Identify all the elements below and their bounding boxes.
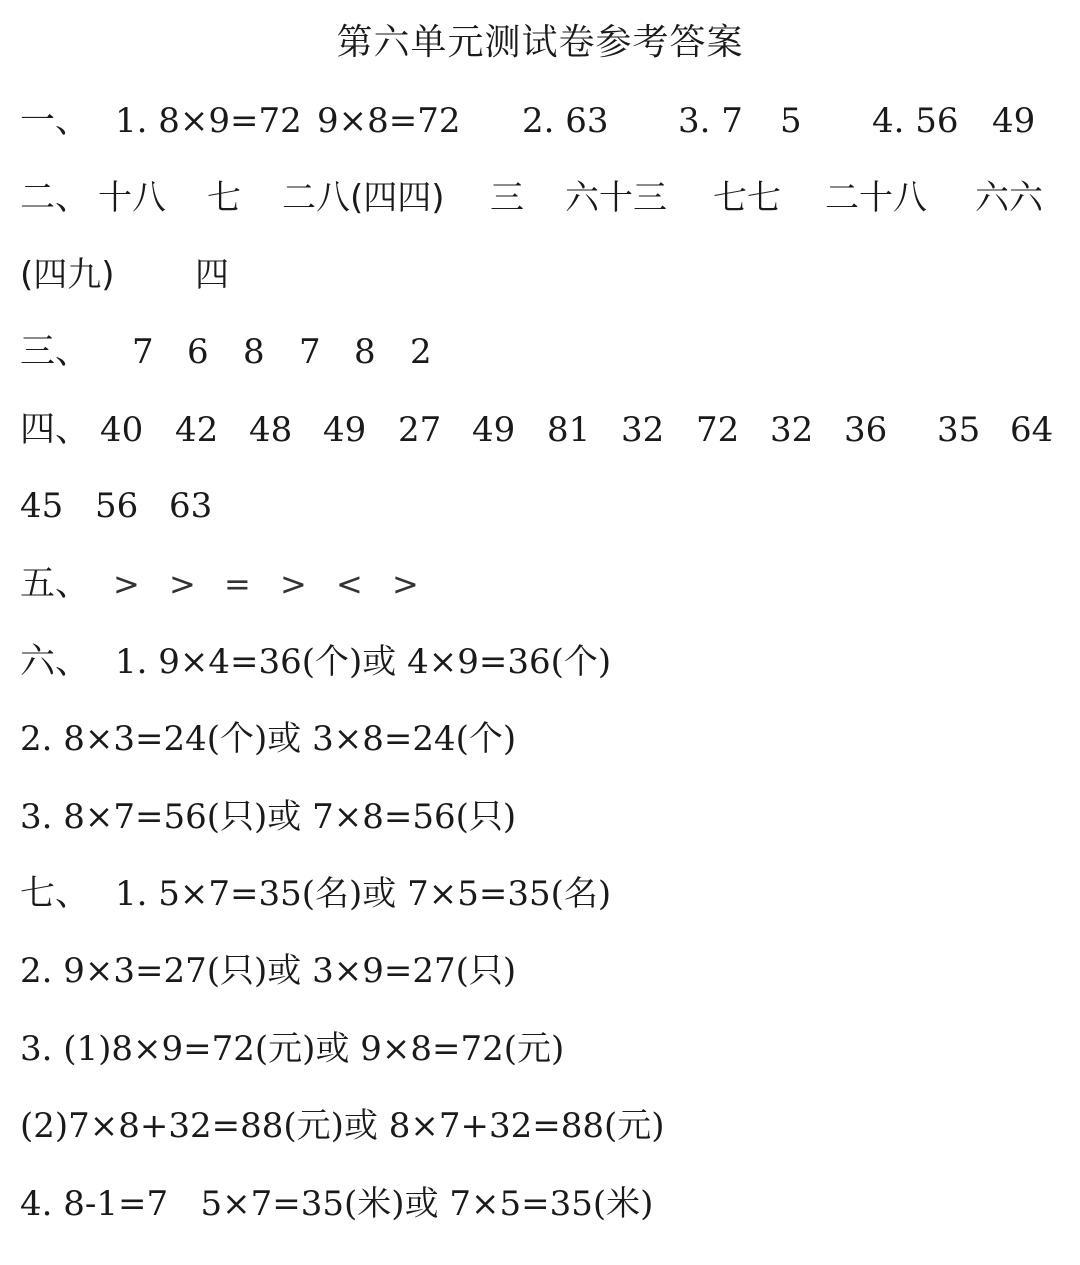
answer-item: 6 bbox=[187, 332, 209, 372]
section-5-label: 五、 bbox=[20, 564, 91, 604]
section-7-row bbox=[20, 1021, 1060, 1077]
answer-item: 9×8=72 bbox=[317, 101, 461, 141]
answer-item: 42 bbox=[175, 410, 219, 450]
section-4-label: 四、 bbox=[20, 410, 91, 450]
answer-item: 8 bbox=[354, 332, 376, 372]
section-6-row bbox=[20, 789, 1060, 845]
section-3-label: 三、 bbox=[20, 332, 91, 372]
answer-item: 二十八 bbox=[825, 178, 927, 218]
answer-line: 3. (1)8×9=72(元)或 9×8=72(元) bbox=[20, 1029, 565, 1069]
answer-item: 二八(四四) bbox=[282, 178, 445, 218]
answer-item: 5 bbox=[780, 101, 802, 141]
answer-item: 7 bbox=[299, 332, 321, 372]
answer-line: (2)7×8+32=88(元)或 8×7+32=88(元) bbox=[20, 1106, 665, 1146]
answer-line: 2. 9×3=27(只)或 3×9=27(只) bbox=[20, 951, 517, 991]
answer-line: 1. 5×7=35(名)或 7×5=35(名) bbox=[115, 874, 612, 914]
section-7-label: 七、 bbox=[20, 874, 91, 914]
comparison-symbol: > bbox=[169, 565, 196, 603]
answer-item: 七 bbox=[207, 178, 241, 218]
section-6-row bbox=[20, 634, 1060, 690]
section-6-label: 六、 bbox=[20, 642, 91, 682]
section-7-row bbox=[20, 1098, 1060, 1154]
answer-item: 64 bbox=[1010, 410, 1054, 450]
answer-item: 49 bbox=[992, 101, 1036, 141]
answer-item: 56 bbox=[95, 486, 139, 526]
answer-item: 35 bbox=[937, 410, 981, 450]
answer-item: 2. 63 bbox=[522, 101, 609, 141]
page-title: 第六单元测试卷参考答案 bbox=[336, 22, 744, 63]
answer-item: 27 bbox=[398, 410, 442, 450]
answer-item: 四 bbox=[195, 255, 229, 295]
answer-item: (四九) bbox=[20, 255, 115, 295]
section-2-row bbox=[20, 170, 1060, 226]
answer-item: 1. 8×9=72 bbox=[115, 101, 302, 141]
answer-item: 三 bbox=[490, 178, 524, 218]
section-4-row bbox=[20, 402, 1060, 458]
section-1-label: 一、 bbox=[20, 101, 91, 141]
answer-item: 49 bbox=[472, 410, 516, 450]
section-3-row bbox=[20, 324, 1060, 380]
answer-item: 40 bbox=[100, 410, 144, 450]
answer-item: 十八 bbox=[98, 178, 166, 218]
comparison-symbol: = bbox=[224, 565, 251, 603]
comparison-symbol: > bbox=[392, 565, 419, 603]
answer-item: 36 bbox=[844, 410, 888, 450]
answer-line: 2. 8×3=24(个)或 3×8=24(个) bbox=[20, 719, 517, 759]
comparison-symbol: > bbox=[280, 565, 307, 603]
answer-item: 48 bbox=[249, 410, 293, 450]
answer-item: 4. 56 bbox=[872, 101, 959, 141]
answer-line: 4. 8-1=7 5×7=35(米)或 7×5=35(米) bbox=[20, 1184, 654, 1224]
section-5-row bbox=[20, 556, 1060, 612]
section-2-row-continued bbox=[20, 247, 1060, 303]
answer-item: 72 bbox=[696, 410, 740, 450]
answer-item: 49 bbox=[323, 410, 367, 450]
answer-item: 六十三 bbox=[565, 178, 667, 218]
section-7-row bbox=[20, 943, 1060, 999]
answer-item: 8 bbox=[243, 332, 265, 372]
answer-item: 45 bbox=[20, 486, 64, 526]
answer-item: 63 bbox=[169, 486, 213, 526]
section-2-label: 二、 bbox=[20, 178, 91, 218]
section-7-row bbox=[20, 1176, 1060, 1232]
answer-item: 七七 bbox=[713, 178, 781, 218]
answer-line: 1. 9×4=36(个)或 4×9=36(个) bbox=[115, 642, 612, 682]
answer-item: 2 bbox=[410, 332, 432, 372]
section-4-row-continued bbox=[20, 478, 1060, 534]
comparison-symbol: < bbox=[336, 565, 363, 603]
comparison-symbol: > bbox=[113, 565, 140, 603]
section-7-row bbox=[20, 866, 1060, 922]
answer-line: 3. 8×7=56(只)或 7×8=56(只) bbox=[20, 797, 517, 837]
answer-item: 六六 bbox=[975, 178, 1043, 218]
section-6-row bbox=[20, 711, 1060, 767]
answer-item: 81 bbox=[547, 410, 591, 450]
answer-item: 3. 7 bbox=[678, 101, 743, 141]
answer-item: 7 bbox=[132, 332, 154, 372]
section-1-row bbox=[20, 93, 1060, 149]
answer-item: 32 bbox=[621, 410, 665, 450]
answer-item: 32 bbox=[770, 410, 814, 450]
